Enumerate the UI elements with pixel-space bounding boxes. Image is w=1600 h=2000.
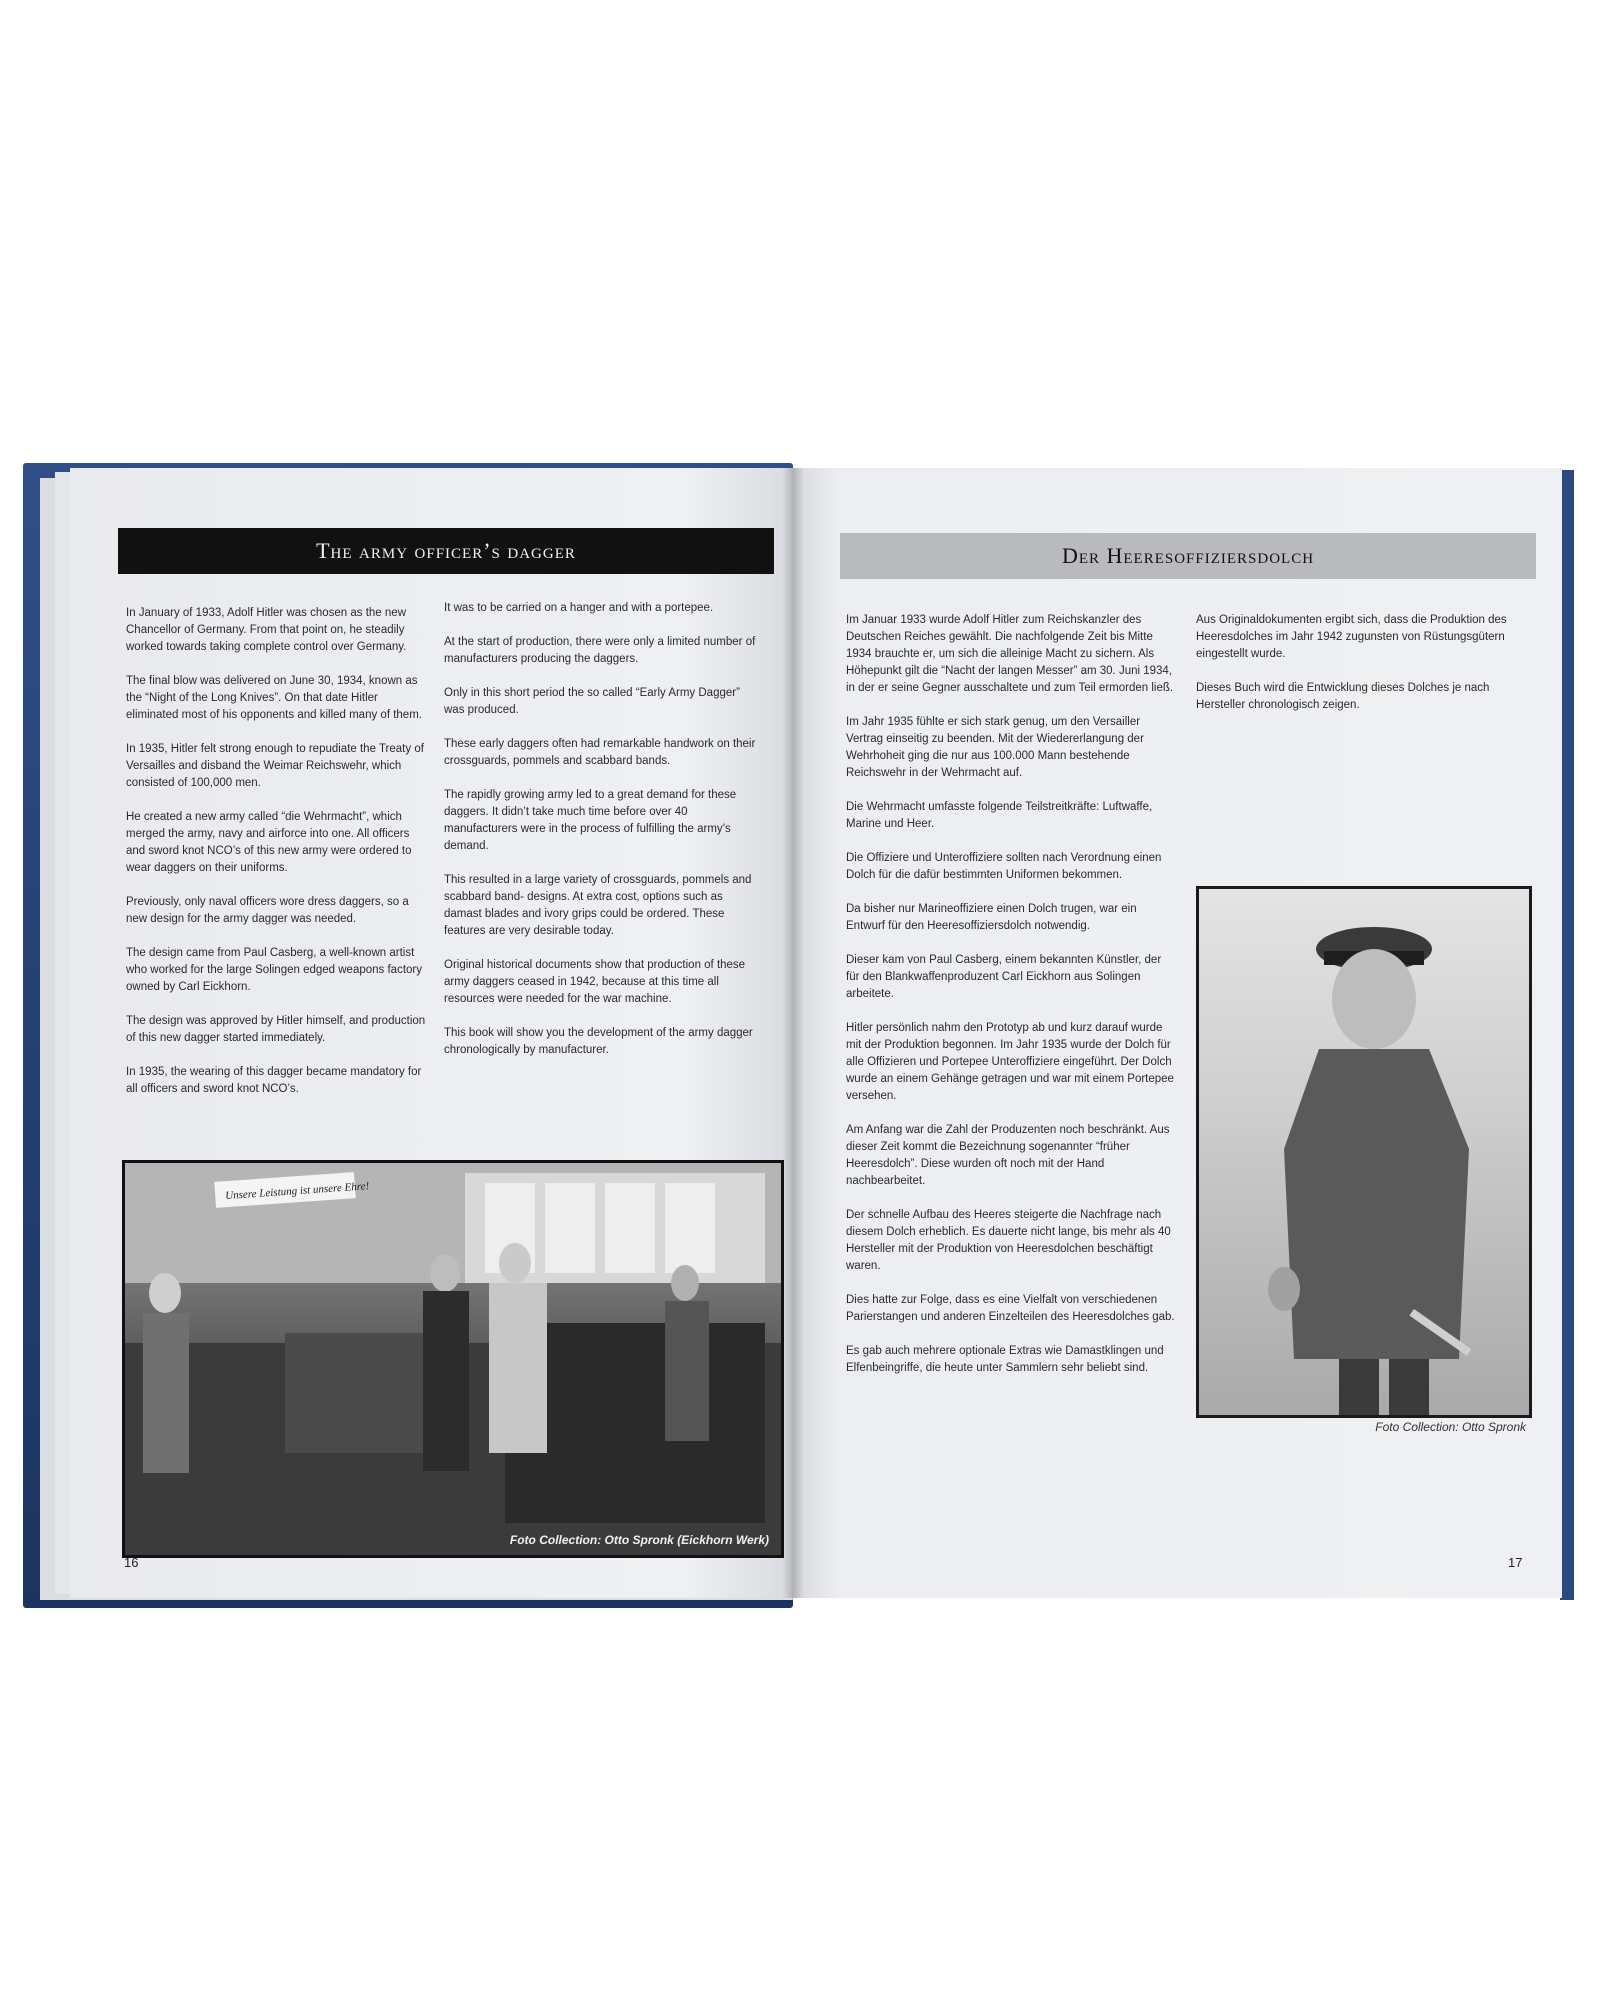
officer-portrait-photo	[1196, 886, 1532, 1418]
paragraph: Hitler persönlich nahm den Prototyp ab und kurz darauf wurde mit der Produktion begonnen. Im Jahr 1935 wurde der Dolch für alle Offizieren und Portepee Unteroffiziere eingeführt. Der Dolch wurde an einem Gehänge getragen und war mit einem Portepee versehen.	[846, 1022, 1174, 1102]
paragraph: Da bisher nur Marineoffiziere einen Dolch trugen, war ein Entwurf für den Heeresoffiziersdolch notwendig.	[846, 903, 1137, 932]
book-cover-edge	[1560, 470, 1574, 1600]
right-page-title	[840, 533, 1536, 579]
paragraph: The design came from Paul Casberg, a well-known artist who worked for the large Solingen edged weapons factory owned by Carl Eickhorn.	[126, 947, 422, 993]
paragraph: This book will show you the development of the army dagger chronologically by manufacturer.	[444, 1027, 753, 1056]
paragraph: Dies hatte zur Folge, dass es eine Vielfalt von verschiedenen Parierstangen und anderen Einzelteilen des Heeresdolches gab.	[846, 1294, 1175, 1323]
paragraph: Im Januar 1933 wurde Adolf Hitler zum Reichskanzler des Deutschen Reiches gewählt. Die nachfolgende Zeit bis Mitte 1934 brauchte er, um sich die alleinige Macht zu sichern. Als Höhepunkt gilt die “Nacht der langen Messer” am 30. Juni 1934, in der er seine Gegner ausschaltete und zum Teil ermorden ließ.	[846, 614, 1174, 694]
left-page-title-text: The army officer’s dagger	[316, 538, 576, 563]
paragraph: Am Anfang war die Zahl der Produzenten noch beschränkt. Aus dieser Zeit kommt die Bezeichnung sogenannter “früher Heeresdolch”. Diese wurden oft noch mit der Hand nachbearbeitet.	[846, 1124, 1170, 1187]
paragraph: Only in this short period the so called “Early Army Dagger” was produced.	[444, 687, 740, 716]
right-page-title-text: Der Heeresoffiziersdolch	[1061, 543, 1315, 568]
paragraph: In 1935, Hitler felt strong enough to repudiate the Treaty of Versailles and disband the Weimar Reichswehr, which consisted of 100,000 men.	[126, 743, 424, 789]
book-gutter	[782, 468, 804, 1598]
page-number-left: 16	[124, 1555, 139, 1570]
paragraph: Previously, only naval officers wore dress daggers, so a new design for the army dagger was needed.	[126, 896, 409, 925]
paragraph: At the start of production, there were only a limited number of manufacturers producing the daggers.	[444, 636, 756, 665]
left-column-2	[444, 600, 759, 1076]
paragraph: Die Offiziere und Unteroffiziere sollten nach Verordnung einen Dolch für die dafür bestimmten Uniformen bekommen.	[846, 852, 1162, 881]
paragraph: These early daggers often had remarkable handwork on their crossguards, pommels and scabbard bands.	[444, 738, 756, 767]
paragraph: The design was approved by Hitler himself, and production of this new dagger started immediately.	[126, 1015, 426, 1044]
paragraph: The rapidly growing army led to a great demand for these daggers. It didn’t take much time before over 40 manufacturers were in the process of fulfilling the army’s demand.	[444, 789, 737, 852]
paragraph: In January of 1933, Adolf Hitler was chosen as the new Chancellor of Germany. From that point on, he steadily worked towards taking complete control over Germany.	[126, 607, 407, 653]
paragraph: He created a new army called “die Wehrmacht”, which merged the army, navy and airforce into one. All officers and sword knot NCO’s of this new army were ordered to wear daggers on their uniforms.	[126, 811, 412, 874]
paragraph: The final blow was delivered on June 30, 1934, known as the “Night of the Long Knives”. On that date Hitler eliminated most of his opponents and killed many of them.	[126, 675, 422, 721]
paragraph: This resulted in a large variety of crossguards, pommels and scabbard band- designs. At extra cost, options such as damast blades and ivory grips could be ordered. These features are very desirable today.	[444, 874, 752, 937]
factory-scene	[125, 1163, 781, 1555]
factory-photo-caption: Foto Collection: Otto Spronk (Eickhorn Werk)	[509, 1533, 769, 1547]
paragraph: Original historical documents show that production of these army daggers ceased in 1942, because at this time all resources were needed for the war machine.	[444, 959, 746, 1005]
paragraph: Aus Originaldokumenten ergibt sich, dass die Produktion des Heeresdolches im Jahr 1942 zugunsten von Rüstungsgütern eingestellt wurde.	[1196, 614, 1507, 660]
officer-photo-caption: Foto Collection: Otto Spronk	[1375, 1420, 1526, 1434]
paragraph: Es gab auch mehrere optionale Extras wie Damastklingen und Elfenbeingriffe, die heute unter Sammlern sehr beliebt sind.	[846, 1345, 1164, 1374]
paragraph: Dieses Buch wird die Entwicklung dieses Dolches je nach Hersteller chronologisch zeigen.	[1196, 682, 1490, 711]
officer-figure	[1199, 889, 1529, 1415]
paragraph: Der schnelle Aufbau des Heeres steigerte die Nachfrage nach diesem Dolch erheblich. Es dauerte nicht lange, bis mehr als 40 Hersteller mit der Produktion von Heeresdolchen beschäftigt waren.	[846, 1209, 1171, 1272]
paragraph: Im Jahr 1935 fühlte er sich stark genug, um den Versailler Vertrag einseitig zu beenden. Mit der Wiedererlangung der Wehrhoheit ging die nur aus 100.000 Mann bestehende Reichswehr in der Wehrmacht auf.	[846, 716, 1144, 779]
right-column-1	[846, 612, 1176, 1394]
right-column-2	[1196, 612, 1526, 731]
paragraph: Dieser kam von Paul Casberg, einem bekannten Künstler, der für den Blankwaffenproduzent Carl Eickhorn aus Solingen arbeitete.	[846, 954, 1162, 1000]
paragraph: In 1935, the wearing of this dagger became mandatory for all officers and sword knot NCO’s.	[126, 1066, 422, 1095]
factory-photo	[122, 1160, 784, 1558]
left-page-title	[118, 528, 774, 574]
left-column-1	[126, 605, 426, 1115]
paragraph: Die Wehrmacht umfasste folgende Teilstreitkräfte: Luftwaffe, Marine und Heer.	[846, 801, 1153, 830]
paragraph: It was to be carried on a hanger and with a portepee.	[444, 602, 714, 614]
page-number-right: 17	[1508, 1555, 1523, 1570]
factory-banner-text: Unsere Leistung ist unsere Ehre!	[224, 1180, 370, 1203]
